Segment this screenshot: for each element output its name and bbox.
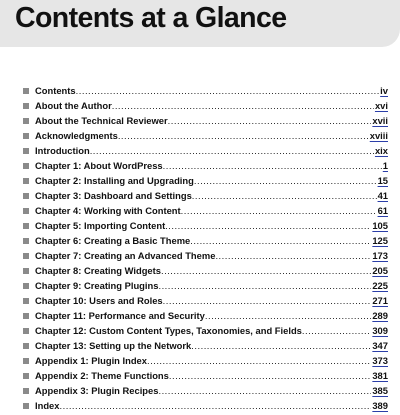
square-bullet-icon [23,253,29,259]
dot-leader [118,128,369,143]
toc-entry[interactable] [23,83,388,98]
toc-page-link[interactable]: 389 [372,400,388,411]
dot-leader [165,218,371,233]
square-bullet-icon [23,88,29,94]
toc-entry[interactable] [23,278,388,293]
square-bullet-icon [23,148,29,154]
toc-entry-title[interactable]: Chapter 12: Custom Content Types, Taxonomies, and Fields [35,325,302,336]
dot-leader [161,263,371,278]
toc-entry-title[interactable]: Chapter 7: Creating an Advanced Theme [35,250,216,261]
toc-page-link[interactable]: 125 [372,235,388,246]
toc-page-link[interactable]: 1 [382,160,388,171]
toc-entry-title[interactable]: Chapter 8: Creating Widgets [35,265,161,276]
toc-entry[interactable] [23,248,388,263]
toc-entry-title[interactable]: Chapter 10: Users and Roles [35,295,163,306]
square-bullet-icon [23,103,29,109]
square-bullet-icon [23,268,29,274]
toc-entry[interactable] [23,293,388,308]
toc-entry-title[interactable]: About the Author [35,100,112,111]
toc-entry[interactable] [23,188,388,203]
dot-leader [168,113,372,128]
dot-leader [158,278,371,293]
dot-leader [190,233,371,248]
toc-entry-title[interactable]: Chapter 13: Setting up the Network [35,340,192,351]
toc-page-link[interactable]: 105 [372,220,388,231]
toc-entry-title[interactable]: Chapter 1: About WordPress [35,160,163,171]
square-bullet-icon [23,238,29,244]
toc-entry[interactable] [23,173,388,188]
dot-leader [192,188,377,203]
toc-entry[interactable] [23,143,388,158]
dot-leader [302,323,371,338]
square-bullet-icon [23,118,29,124]
toc-entry-title[interactable]: Chapter 9: Creating Plugins [35,280,159,291]
toc-entry-title[interactable]: Chapter 4: Working with Content [35,205,181,216]
page-title: Contents at a Glance [15,2,287,34]
dot-leader [60,398,372,413]
square-bullet-icon [23,178,29,184]
toc-page-link[interactable]: xix [374,145,388,156]
toc-page-link[interactable]: iv [380,85,388,96]
toc-entry-title[interactable]: Chapter 5: Importing Content [35,220,166,231]
toc-page-link[interactable]: 15 [377,175,388,186]
toc-entry[interactable] [23,323,388,338]
dot-leader [76,83,380,98]
square-bullet-icon [23,328,29,334]
toc-entry-title[interactable]: Chapter 2: Installing and Upgrading [35,175,194,186]
dot-leader [112,98,374,113]
dot-leader [194,173,377,188]
toc-page-link[interactable]: 289 [372,310,388,321]
toc-page-link[interactable]: xvii [372,115,388,126]
toc-page-link[interactable]: 373 [372,355,388,366]
dot-leader [215,248,371,263]
toc-entry[interactable] [23,233,388,248]
toc-entry[interactable] [23,98,388,113]
toc-entry-title[interactable]: Chapter 6: Creating a Basic Theme [35,235,191,246]
toc-page-link[interactable]: 225 [372,280,388,291]
square-bullet-icon [23,283,29,289]
toc-entry[interactable] [23,158,388,173]
toc-entry-title[interactable]: Introduction [35,145,90,156]
toc-page-link[interactable]: xviii [369,130,388,141]
square-bullet-icon [23,163,29,169]
toc-entry-title[interactable]: Acknowledgments [35,130,118,141]
square-bullet-icon [23,403,29,409]
square-bullet-icon [23,223,29,229]
toc-entry-title[interactable]: Appendix 1: Plugin Index [35,355,147,366]
table-of-contents [23,83,388,413]
toc-page-link[interactable]: 271 [372,295,388,306]
toc-page-link[interactable]: 385 [372,385,388,396]
toc-page-link[interactable]: 41 [377,190,388,201]
toc-entry[interactable] [23,353,388,368]
square-bullet-icon [23,133,29,139]
dot-leader [169,368,371,383]
square-bullet-icon [23,193,29,199]
header-band [0,0,400,47]
square-bullet-icon [23,208,29,214]
dot-leader [163,293,372,308]
dot-leader [147,353,371,368]
toc-page-link[interactable]: 173 [372,250,388,261]
square-bullet-icon [23,388,29,394]
toc-page-link[interactable]: xvi [374,100,388,111]
toc-entry[interactable] [23,263,388,278]
toc-entry[interactable] [23,368,388,383]
square-bullet-icon [23,343,29,349]
square-bullet-icon [23,298,29,304]
toc-entry[interactable] [23,128,388,143]
toc-page-link[interactable]: 381 [372,370,388,381]
toc-page-link[interactable]: 61 [377,205,388,216]
toc-entry[interactable] [23,113,388,128]
toc-entry-title[interactable]: Chapter 3: Dashboard and Settings [35,190,192,201]
toc-page-link[interactable]: 347 [372,340,388,351]
toc-entry-title[interactable]: Appendix 2: Theme Functions [35,370,169,381]
square-bullet-icon [23,373,29,379]
dot-leader [181,203,377,218]
toc-entry[interactable] [23,338,388,353]
toc-entry-title[interactable]: Chapter 11: Performance and Security [35,310,205,321]
dot-leader [205,308,371,323]
square-bullet-icon [23,313,29,319]
toc-entry[interactable] [23,398,388,413]
dot-leader [158,383,371,398]
toc-page-link[interactable]: 309 [372,325,388,336]
toc-entry-title[interactable]: Contents [35,85,76,96]
square-bullet-icon [23,358,29,364]
toc-entry-title[interactable]: Appendix 3: Plugin Recipes [35,385,159,396]
toc-entry-title[interactable]: About the Technical Reviewer [35,115,168,126]
dot-leader [191,338,371,353]
toc-entry-title[interactable]: Index [35,400,60,411]
toc-entry[interactable] [23,218,388,233]
toc-entry[interactable] [23,203,388,218]
toc-page-link[interactable]: 205 [372,265,388,276]
dot-leader [90,143,374,158]
dot-leader [163,158,382,173]
toc-entry[interactable] [23,308,388,323]
toc-entry[interactable] [23,383,388,398]
